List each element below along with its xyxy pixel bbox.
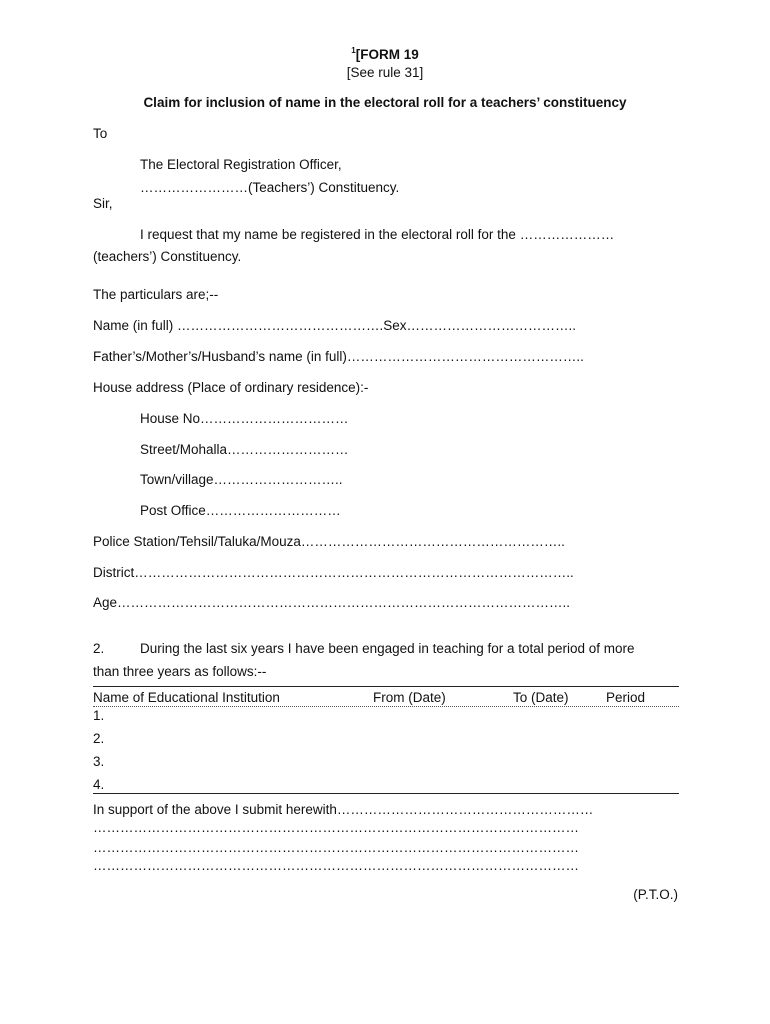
- post-office-field[interactable]: Post Office…………………………: [140, 503, 341, 518]
- col-header-to: To (Date): [513, 690, 569, 705]
- section-2-number: 2.: [93, 641, 105, 656]
- form-number-text: [FORM 19: [355, 47, 419, 62]
- to-label: To: [93, 126, 108, 141]
- table-row[interactable]: 2.: [93, 731, 105, 746]
- rule-reference: [See rule 31]: [346, 65, 424, 80]
- particulars-heading: The particulars are;--: [93, 287, 219, 302]
- section-2-text-cont: than three years as follows:--: [93, 664, 267, 679]
- police-station-field[interactable]: Police Station/Tehsil/Taluka/Mouza…………………………………………………..: [93, 534, 565, 549]
- town-field[interactable]: Town/village………………………..: [140, 472, 343, 487]
- house-no-field[interactable]: House No……………………………: [140, 411, 349, 426]
- form-number: [0, 47, 770, 62]
- constituency-line: ……………………(Teachers’) Constituency.: [140, 180, 400, 195]
- pto-label: (P.T.O.): [633, 887, 678, 902]
- relative-name-field[interactable]: Father’s/Mother’s/Husband’s name (in full)……………………………………………..: [93, 349, 584, 364]
- house-address-label: House address (Place of ordinary residence):-: [93, 380, 369, 395]
- table-row[interactable]: 1.: [93, 708, 105, 723]
- support-line-2[interactable]: ………………………………………………………………………………………………: [93, 820, 579, 835]
- section-2-text: During the last six years I have been engaged in teaching for a total period of more: [140, 641, 635, 656]
- table-bottom-rule: [93, 793, 679, 794]
- request-line-1: I request that my name be registered in the electoral roll for the …………………: [140, 227, 615, 242]
- officer-line: The Electoral Registration Officer,: [140, 157, 342, 172]
- col-header-institution: Name of Educational Institution: [93, 690, 280, 705]
- footnote-mark: 1: [351, 46, 356, 55]
- support-line-4[interactable]: ………………………………………………………………………………………………: [93, 858, 579, 873]
- form-title: Claim for inclusion of name in the electoral roll for a teachers’ constituency: [143, 95, 627, 110]
- table-row[interactable]: 4.: [93, 777, 105, 792]
- table-header-rule: [93, 706, 679, 707]
- table-row[interactable]: 3.: [93, 754, 105, 769]
- name-sex-field[interactable]: Name (in full) ……………………………………….Sex………………………………..: [93, 318, 577, 333]
- table-top-rule: [93, 686, 679, 687]
- request-line-2: (teachers’) Constituency.: [93, 249, 242, 264]
- support-line-3[interactable]: ………………………………………………………………………………………………: [93, 840, 579, 855]
- col-header-from: From (Date): [373, 690, 446, 705]
- street-field[interactable]: Street/Mohalla………………………: [140, 442, 349, 457]
- support-line-1[interactable]: In support of the above I submit herewith…………………………………………………: [93, 802, 594, 817]
- age-field[interactable]: Age………………………………………………………………………………………..: [93, 595, 571, 610]
- salutation: Sir,: [93, 196, 113, 211]
- district-field[interactable]: District……………………………………………………………………………………..: [93, 565, 574, 580]
- col-header-period: Period: [606, 690, 646, 705]
